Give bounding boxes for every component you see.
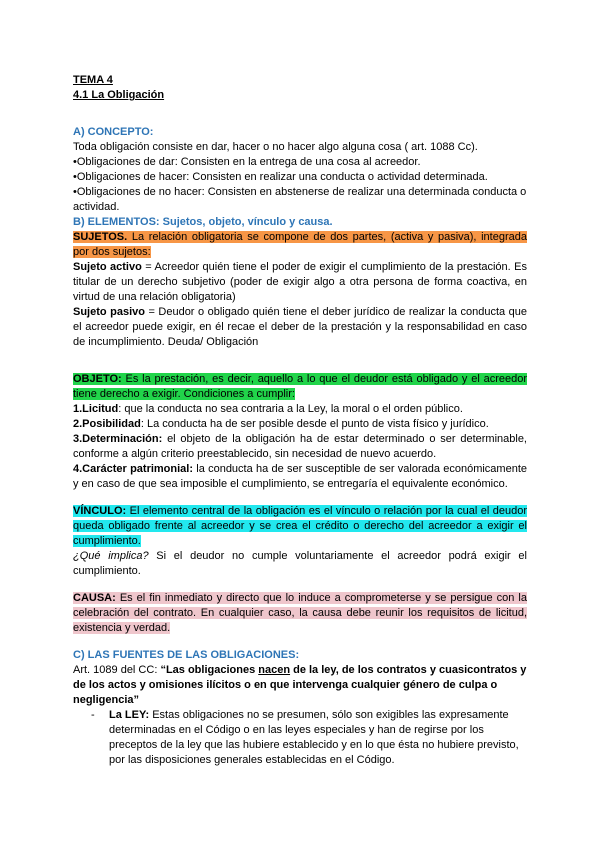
- concepto-intro: Toda obligación consiste en dar, hacer o no hacer algo alguna cosa ( art. 1088 Cc).: [73, 141, 478, 153]
- concepto-item-no-hacer: •Obligaciones de no hacer: Consisten en abstenerse de realizar una determinada conducta o actividad.: [73, 186, 527, 213]
- implica-paragraph: [73, 549, 527, 579]
- caracter-item: [73, 462, 527, 492]
- sujeto-activo-text: = Acreedor quién tiene el poder de exigir el cumplimiento de la prestación. Es titular de un derecho subjetivo (poder de exigir algo a otra persona de forma coactiva, en virtud de una relación obligatoria): [73, 261, 527, 303]
- ley-label: La LEY:: [109, 709, 150, 721]
- determinacion-text: el objeto de la obligación ha de estar determinado o ser determinable, conforme a algún criterio preestablecido, sin necesidad de nuevo acuerdo.: [73, 433, 527, 460]
- elementos-heading: B) ELEMENTOS: Sujetos, objeto, vínculo y causa.: [73, 216, 333, 228]
- objeto-text: Es la prestación, es decir, aquello a lo que el deudor está obligado y el acreedor tiene derecho a exigir. Condiciones a cumplir:: [73, 373, 527, 400]
- sujeto-pasivo-paragraph: [73, 305, 527, 350]
- list-dash: -: [91, 709, 95, 721]
- objeto-label: OBJETO:: [73, 373, 122, 385]
- document-body: [73, 73, 527, 768]
- sujeto-pasivo-label: Sujeto pasivo: [73, 306, 145, 318]
- sujetos-label: SUJETOS.: [73, 231, 128, 243]
- fuentes-list-item-ley: [73, 708, 527, 768]
- causa-label: CAUSA:: [73, 592, 116, 604]
- determinacion-label: 3.Determinación:: [73, 433, 163, 445]
- concepto-item-hacer: •Obligaciones de hacer: Consisten en realizar una conducta o actividad determinada.: [73, 171, 488, 183]
- article-quote-start: “Las obligaciones: [160, 664, 259, 676]
- causa-paragraph: [73, 591, 527, 636]
- determinacion-item: [73, 432, 527, 462]
- causa-text: Es el fin inmediato y directo que lo induce a comprometerse y se persigue con la celebración del contrato. En cualquier caso, la causa debe reunir los requisitos de licitud, existencia y verdad.: [73, 592, 527, 634]
- vinculo-label: VÍNCULO:: [73, 505, 127, 517]
- vinculo-text: El elemento central de la obligación es el vínculo o relación por la cual el deudor queda obligado frente al acreedor y se crea el crédito o derecho del acreedor a exigir el cumplimiento.: [73, 505, 527, 547]
- licitud-item: [73, 402, 527, 417]
- caracter-text: la conducta ha de ser susceptible de ser valorada económicamente y en caso de que sea imposible el cumplimiento, se entregaría el equivalente económico.: [73, 463, 527, 490]
- article-prefix: Art. 1089 del CC:: [73, 664, 161, 676]
- ley-paragraph: [109, 708, 527, 768]
- concepto-item-dar: •Obligaciones de dar: Consisten en la entrega de una cosa al acreedor.: [73, 156, 421, 168]
- sujeto-activo-label: Sujeto activo: [73, 261, 142, 273]
- sujetos-text: La relación obligatoria se compone de dos partes, (activa y pasiva), integrada por dos sujetos:: [73, 231, 527, 258]
- caracter-label: 4.Carácter patrimonial:: [73, 463, 194, 475]
- vinculo-paragraph: [73, 504, 527, 549]
- implica-text: Si el deudor no cumple voluntariamente el acreedor podrá exigir el cumplimiento.: [73, 550, 527, 577]
- concepto-heading: A) CONCEPTO:: [73, 126, 154, 138]
- licitud-text: : que la conducta no sea contraria a la Ley, la moral o el orden público.: [118, 403, 463, 415]
- sujetos-paragraph: [73, 230, 527, 260]
- fuentes-heading: C) LAS FUENTES DE LAS OBLIGACIONES:: [73, 649, 300, 661]
- ley-text: Estas obligaciones no se presumen, sólo son exigibles las expresamente determinadas en el Código o en las leyes especiales y han de regirse por los preceptos de la ley que las hubiere establecido y en lo que ésta no hubiere previsto, por las disposiciones generales establecidas en el Código.: [109, 709, 519, 766]
- posibilidad-text: : La conducta ha de ser posible desde el punto de vista físico y jurídico.: [140, 418, 489, 430]
- objeto-paragraph: [73, 372, 527, 402]
- sujeto-activo-paragraph: [73, 260, 527, 305]
- subtitle: 4.1 La Obligación: [73, 89, 165, 101]
- sujeto-pasivo-text: = Deudor o obligado quién tiene el deber jurídico de realizar la conducta que el acreedor puede exigir, en él recae el deber de la prestación y la responsabilidad en caso de incumplimiento. Deuda/ Obligación: [73, 306, 527, 348]
- article-quote-nacen: nacen: [258, 664, 291, 676]
- tema-title: TEMA 4: [73, 74, 113, 86]
- article-quote-end: de la ley, de los contratos y cuasicontratos y de los actos y omisiones ilícitos o en que intervenga cualquier género de culpa o negligencia”: [73, 664, 527, 706]
- licitud-label: 1.Licitud: [73, 403, 119, 415]
- posibilidad-label: 2.Posibilidad: [73, 418, 141, 430]
- posibilidad-item: [73, 417, 527, 432]
- implica-question: ¿Qué implica?: [73, 550, 149, 562]
- article-paragraph: [73, 663, 527, 708]
